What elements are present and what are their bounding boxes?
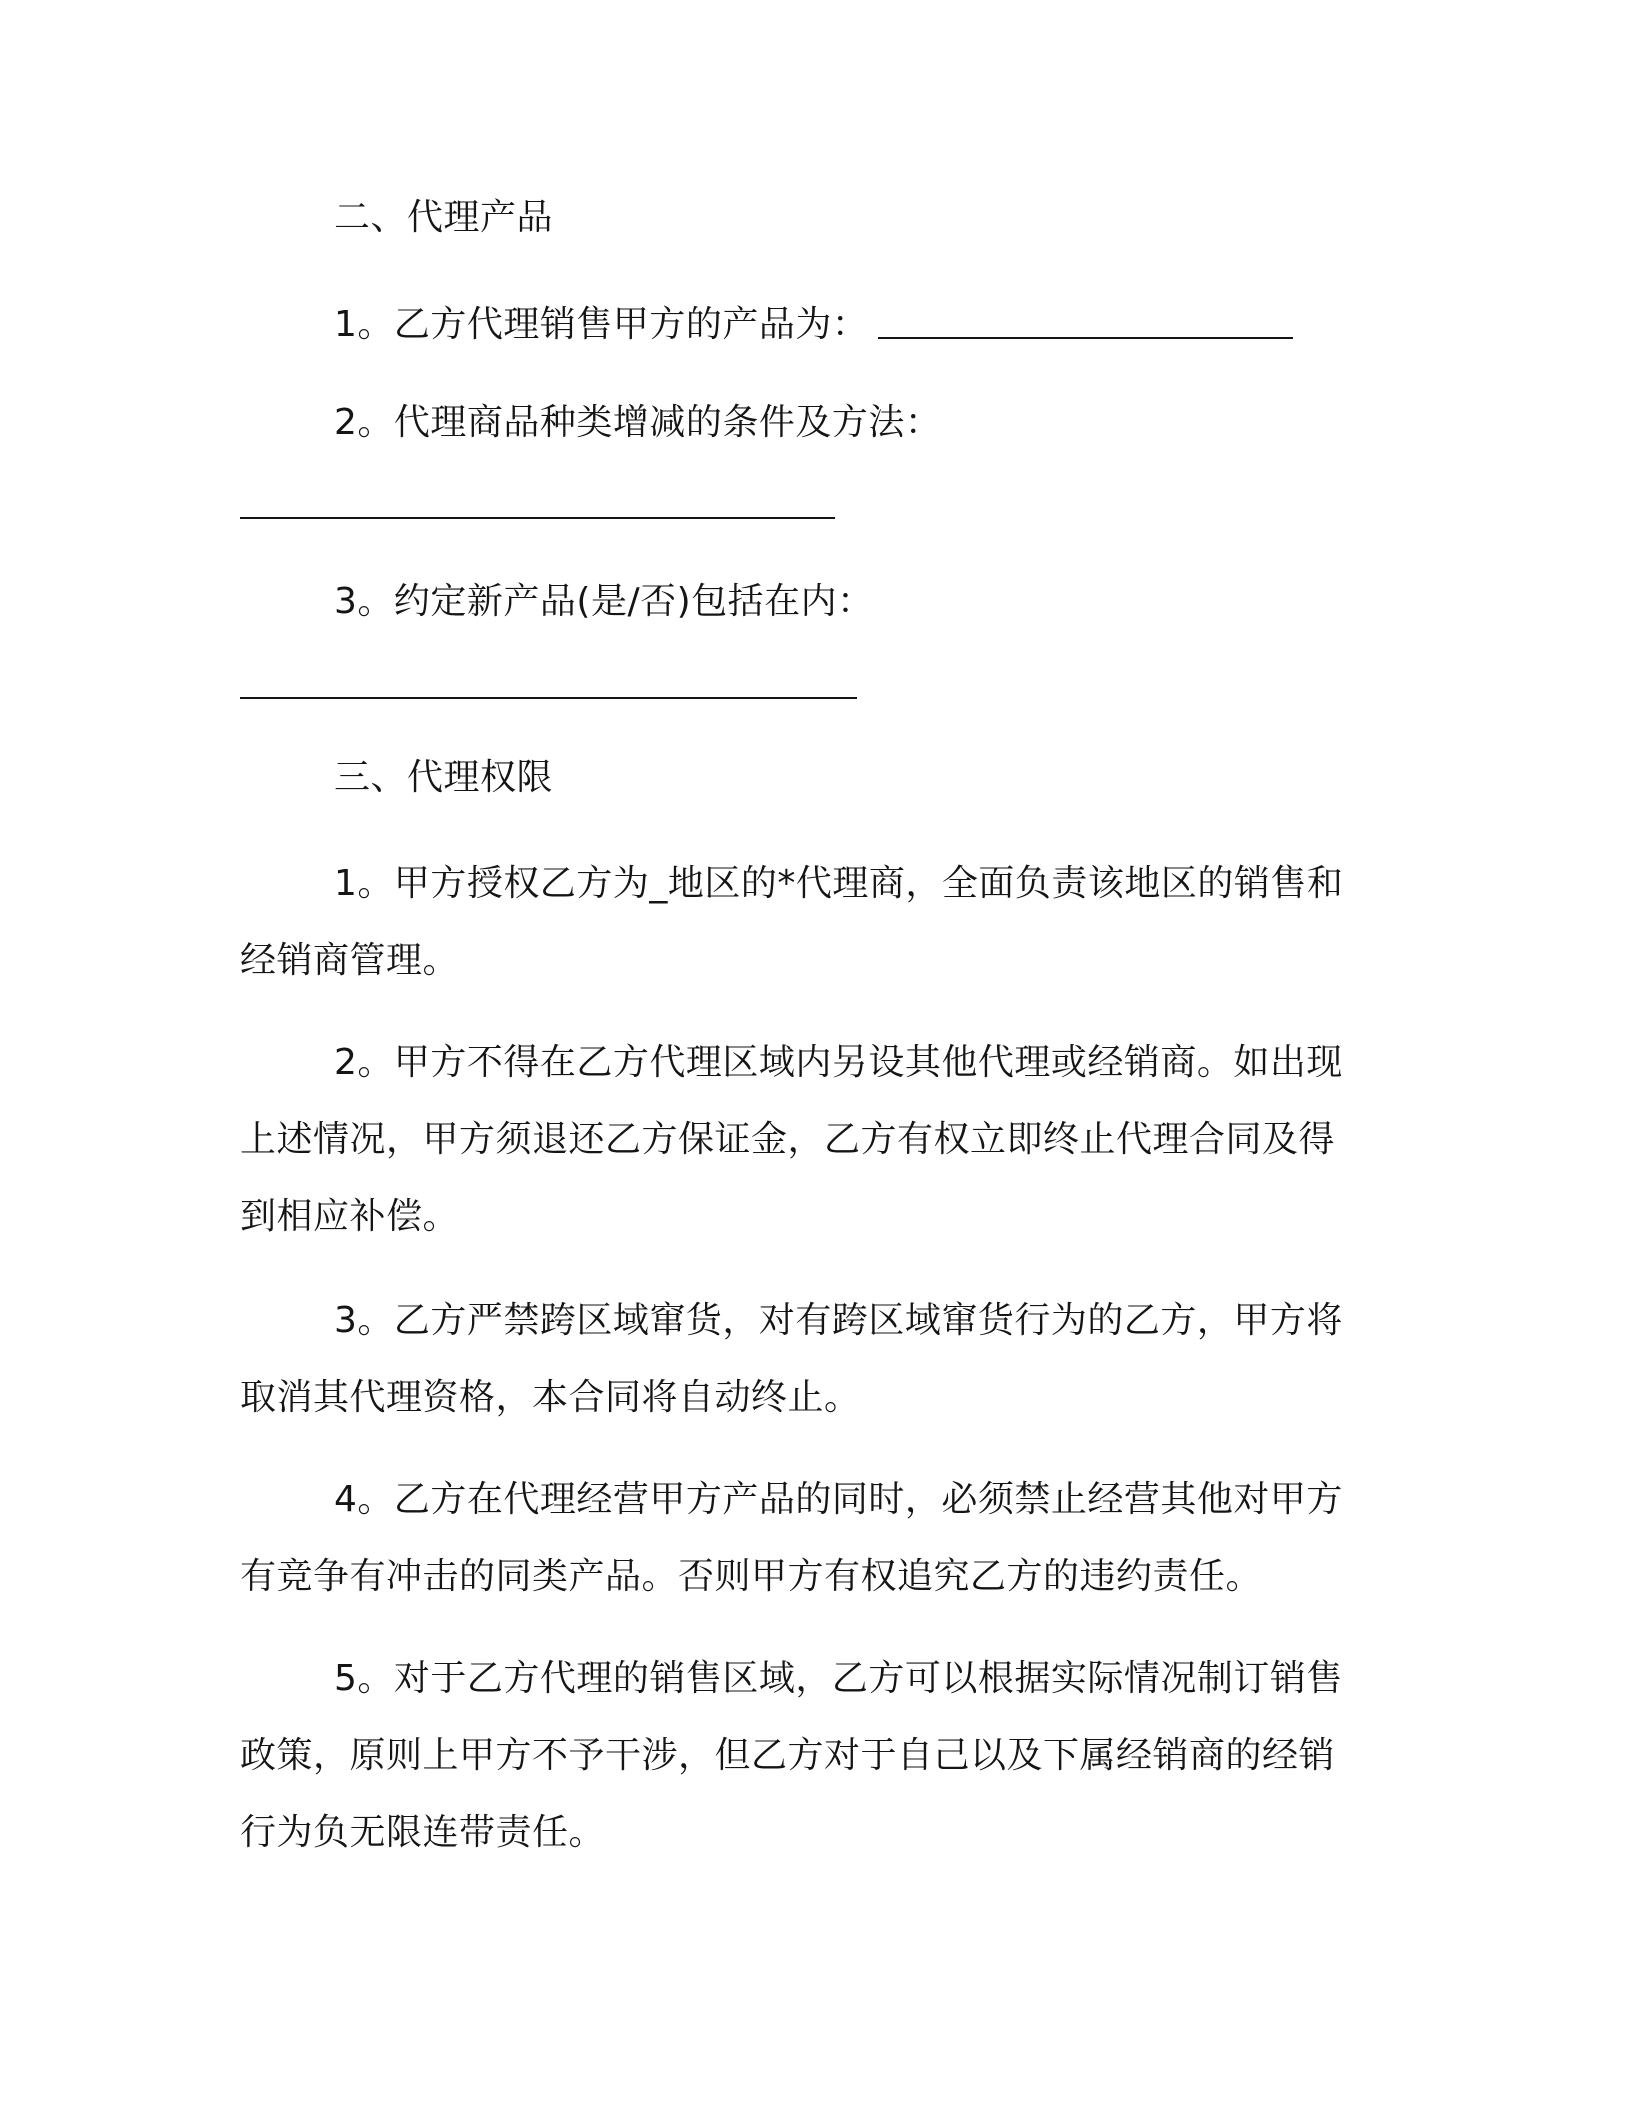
section-3-item-5-line-2 xyxy=(240,1717,1360,1795)
section-2-item-3 xyxy=(240,563,1454,641)
blank-conditions-line xyxy=(240,517,835,519)
section-3-item-2-line-2 xyxy=(240,1101,1360,1179)
section-2-item-3-text: 3。约定新产品(是/否)包括在内： xyxy=(334,581,874,622)
section-3-item-1-line-1 xyxy=(240,845,1454,923)
section-3-item-2-line-1-text: 2。甲方不得在乙方代理区域内另设其他代理或经销商。如出现 xyxy=(334,1042,1343,1083)
section-3-item-1-line-1-text: 1。甲方授权乙方为_地区的*代理商，全面负责该地区的销售和 xyxy=(334,863,1344,904)
section-3-item-5-line-2-text: 政策，原则上甲方不予干涉，但乙方对于自己以及下属经销商的经销 xyxy=(240,1735,1336,1776)
section-3-title-text: 三、代理权限 xyxy=(334,757,554,798)
blank-product-line xyxy=(878,337,1293,339)
section-3-item-2-line-1 xyxy=(240,1024,1454,1102)
section-2-title-text: 二、代理产品 xyxy=(334,197,554,238)
section-3-item-4-line-2 xyxy=(240,1538,1360,1616)
section-3-item-2-line-2-text: 上述情况，甲方须退还乙方保证金，乙方有权立即终止代理合同及得 xyxy=(240,1119,1336,1160)
section-3-item-5-line-1-text: 5。对于乙方代理的销售区域，乙方可以根据实际情况制订销售 xyxy=(334,1658,1343,1699)
section-3-item-2-line-3 xyxy=(240,1178,1360,1256)
section-3-title xyxy=(240,739,1454,817)
section-3-item-4-line-1 xyxy=(240,1461,1454,1539)
section-3-item-5-line-3 xyxy=(240,1794,1360,1872)
section-2-item-1-text: 1。乙方代理销售甲方的产品为： xyxy=(334,304,869,345)
blank-new-product-line xyxy=(240,697,857,699)
section-3-item-3-line-1-text: 3。乙方严禁跨区域窜货，对有跨区域窜货行为的乙方，甲方将 xyxy=(334,1300,1343,1341)
section-3-item-5-line-3-text: 行为负无限连带责任。 xyxy=(240,1812,606,1853)
section-3-item-1-line-2 xyxy=(240,922,1360,1000)
section-3-item-3-line-2 xyxy=(240,1359,1360,1437)
section-3-item-3-line-1 xyxy=(240,1282,1454,1360)
section-2-title xyxy=(240,179,1454,257)
section-2-item-2 xyxy=(240,384,1454,462)
section-3-item-1-line-2-text: 经销商管理。 xyxy=(240,940,460,981)
section-3-item-5-line-1 xyxy=(240,1640,1454,1718)
section-3-item-2-line-3-text: 到相应补偿。 xyxy=(240,1196,460,1237)
section-3-item-4-line-1-text: 4。乙方在代理经营甲方产品的同时，必须禁止经营其他对甲方 xyxy=(334,1479,1343,1520)
section-3-item-4-line-2-text: 有竞争有冲击的同类产品。否则甲方有权追究乙方的违约责任。 xyxy=(240,1556,1263,1597)
section-3-item-3-line-2-text: 取消其代理资格，本合同将自动终止。 xyxy=(240,1377,861,1418)
section-2-item-1 xyxy=(240,286,1454,364)
section-2-item-2-text: 2。代理商品种类增减的条件及方法： xyxy=(334,402,942,443)
